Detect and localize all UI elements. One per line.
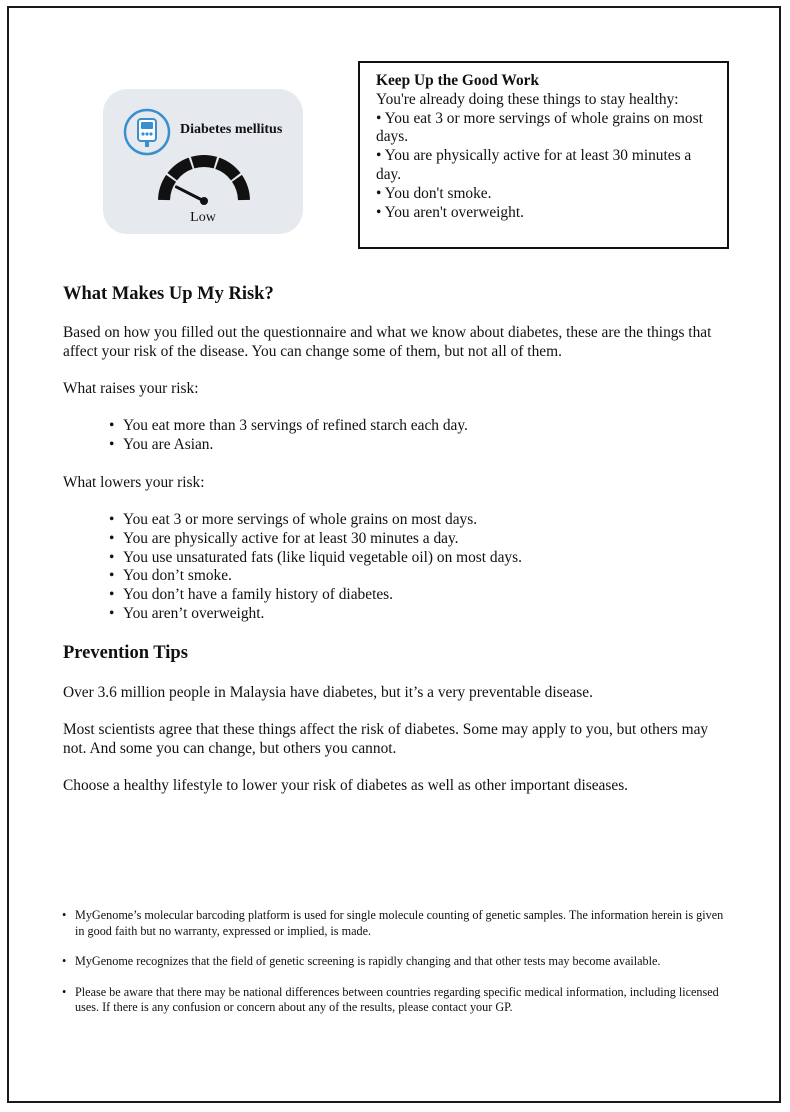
lowers-risk-list bbox=[109, 511, 522, 624]
risk-section-heading: What Makes Up My Risk? bbox=[63, 284, 274, 304]
gauge-needle bbox=[176, 187, 204, 201]
gauge-segment bbox=[158, 175, 176, 200]
list-item: • You aren’t overweight. bbox=[109, 605, 522, 624]
list-item: • You are physically active for at least 30 minutes a day. bbox=[109, 530, 522, 549]
prevention-paragraph-1: Over 3.6 million people in Malaysia have diabetes, but it’s a very preventable disease. bbox=[63, 684, 593, 701]
good-work-item: • You aren't overweight. bbox=[376, 203, 524, 221]
prevention-paragraph-2: Most scientists agree that these things affect the risk of diabetes. Some may apply to you, but others may not. And some you can change, but others you cannot. bbox=[63, 721, 709, 757]
risk-level: Low bbox=[190, 210, 216, 225]
lowers-risk-label: What lowers your risk: bbox=[63, 474, 205, 491]
good-work-intro: You're already doing these things to stay healthy: bbox=[376, 90, 679, 108]
good-work-item: • You eat 3 or more servings of whole grains on most days. bbox=[376, 109, 703, 146]
good-work-item: • You are physically active for at least 30 minutes a day. bbox=[376, 147, 692, 183]
risk-summary-card bbox=[103, 89, 303, 234]
list-item: • You use unsaturated fats (like liquid vegetable oil) on most days. bbox=[109, 549, 522, 568]
risk-title: Diabetes mellitus bbox=[180, 122, 283, 137]
gauge-segment bbox=[191, 155, 217, 168]
glucose-meter-icon bbox=[123, 108, 171, 156]
gauge-segment bbox=[232, 175, 250, 200]
list-item: • You eat 3 or more servings of whole grains on most days. bbox=[109, 511, 522, 530]
footnote: • MyGenome recognizes that the field of genetic screening is rapidly changing and that other tests may become available. bbox=[62, 954, 730, 970]
good-work-box bbox=[358, 61, 729, 249]
raises-risk-label: What raises your risk: bbox=[63, 380, 199, 397]
gauge-segment bbox=[215, 158, 240, 181]
list-item: • You don’t smoke. bbox=[109, 567, 522, 586]
footnote: • Please be aware that there may be national differences between countries regarding specific medical information, including licensed uses. If there is any confusion or concern about any of the results, please contact your GP. bbox=[62, 985, 730, 1016]
risk-gauge bbox=[156, 151, 252, 211]
raises-risk-list bbox=[109, 417, 468, 455]
footnote: • MyGenome’s molecular barcoding platform is used for single molecule counting of genetic samples. The information herein is given in good faith but no warranty, expressed or implied, is made. bbox=[62, 908, 730, 939]
list-item: • You eat more than 3 servings of refined starch each day. bbox=[109, 417, 468, 436]
risk-intro-paragraph: Based on how you filled out the questionnaire and what we know about diabetes, these are the things that affect your risk of the disease. You can change some of them, but not all of them. bbox=[63, 324, 712, 360]
good-work-item: • You don't smoke. bbox=[376, 184, 492, 202]
list-item: • You don’t have a family history of diabetes. bbox=[109, 586, 522, 605]
list-item: • You are Asian. bbox=[109, 436, 468, 455]
disclaimer-footnotes bbox=[62, 908, 730, 1031]
good-work-title: Keep Up the Good Work bbox=[376, 72, 540, 89]
prevention-paragraph-3: Choose a healthy lifestyle to lower your risk of diabetes as well as other important diseases. bbox=[63, 777, 629, 794]
gauge-segment bbox=[167, 158, 192, 181]
prevention-heading: Prevention Tips bbox=[63, 643, 188, 663]
